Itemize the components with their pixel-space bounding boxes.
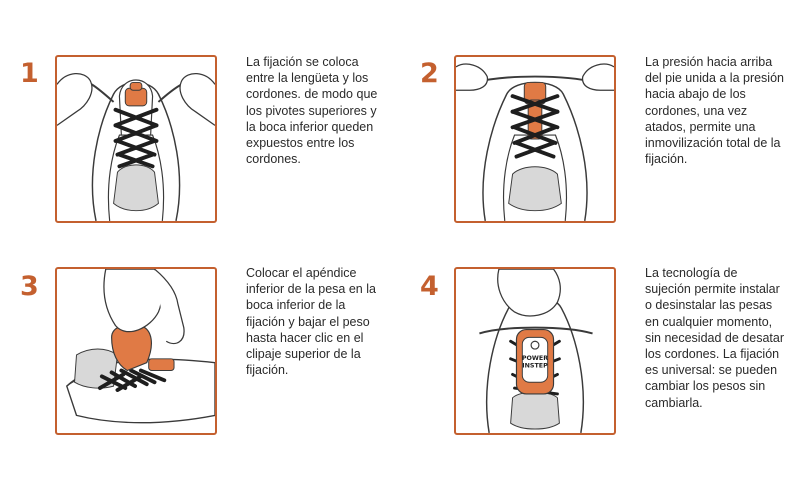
step-4-number: 4 (420, 271, 439, 302)
step-4-caption: La tecnología de sujeción permite instalar o desinstalar las pesas en cualquier momento, sin necesidad de desatar los cordones. La fijación es universal: se pueden cambiar los pesos sin cambiarla. (645, 266, 784, 410)
step-2-number: 2 (420, 58, 439, 89)
device-brand-line-2: INSTEP (522, 362, 548, 370)
step-1-number: 1 (20, 58, 39, 89)
step-4-illustration (454, 267, 616, 435)
step-1-illustration (55, 55, 217, 223)
shoe-with-weight-illustration (456, 269, 614, 433)
step-3-number: 3 (20, 271, 39, 302)
step-2-illustration (454, 55, 616, 223)
step-1-caption: La fijación se coloca entre la lengüeta y los cordones. de modo que los pivotes superiores y la boca inferior queden expuestos entre los cordones. (246, 55, 378, 167)
shoe-lacing-illustration-1 (57, 57, 215, 221)
shoe-lacing-illustration-2 (456, 57, 614, 221)
device-brand-line-1: POWER (521, 354, 549, 362)
step-3-caption: Colocar el apéndice inferior de la pesa en la boca inferior de la fijación y bajar el peso hasta hacer clic en el clipaje superior de la fijación. (246, 266, 376, 378)
step-3-illustration (55, 267, 217, 435)
step-2-caption: La presión hacia arriba del pie unida a la presión hacia abajo de los cordones, una vez atados, permite una inmovilización total de la fijación. (645, 55, 784, 167)
shoe-weight-attach-illustration (57, 269, 215, 433)
